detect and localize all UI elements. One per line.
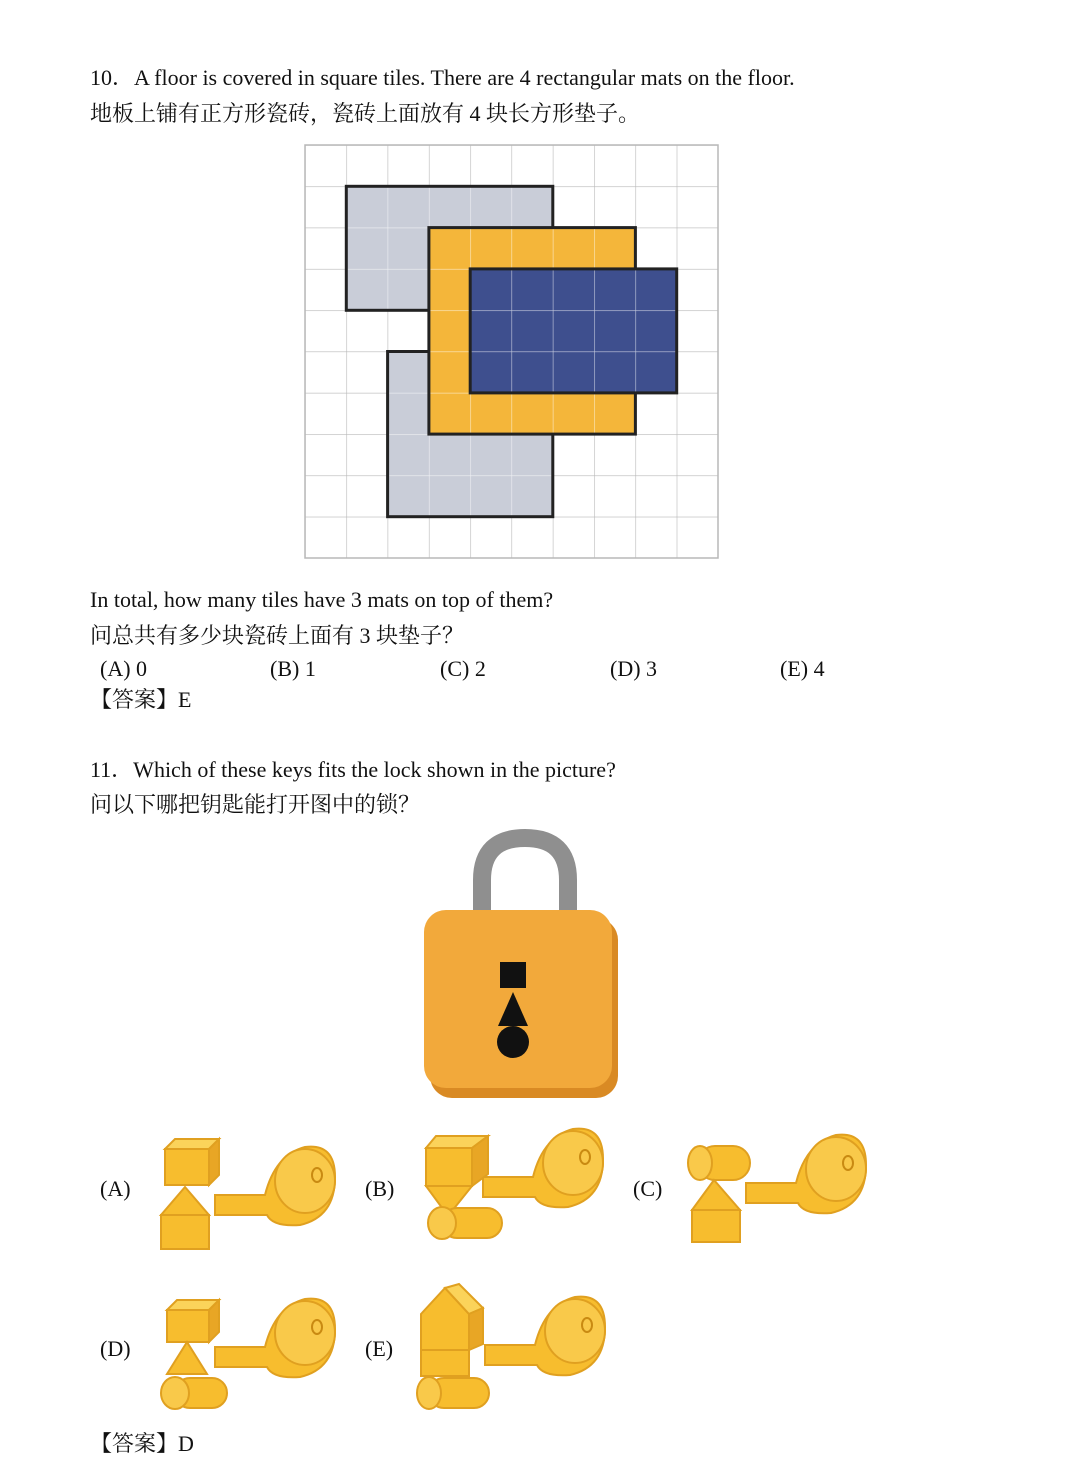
q11-question-en: 11．Which of these keys fits the lock shown in the picture? [90,757,616,782]
key-d[interactable] [155,1282,345,1422]
padlock-illustration [420,830,620,1100]
key-c[interactable] [686,1118,876,1258]
q10-option-e: (E) 4 [780,656,825,681]
key-a[interactable] [155,1125,345,1255]
key-label-c: (C) [633,1176,663,1201]
q10-option-c: (C) 2 [440,656,486,681]
key-b[interactable] [418,1112,618,1252]
padlock-body [424,910,612,1088]
key-label-e: (E) [365,1336,394,1361]
key-label-a: (A) [100,1176,131,1201]
key-label-d: (D) [100,1336,131,1361]
mat-blue [470,269,677,393]
q10-option-b: (B) 1 [270,656,316,681]
q10-question-en: 10．A floor is covered in square tiles. There are 4 rectangular mats on the floor. [90,65,795,90]
q10-option-d: (D) 3 [610,656,658,681]
q10-question-zh: 地板上铺有正方形瓷砖，瓷砖上面放有 4 块长方形垫子。 [90,101,641,126]
q10-answer: 【答案】E [90,687,192,712]
q10-ask-en: In total, how many tiles have 3 mats on top of them? [90,587,554,612]
q10-option-a: (A) 0 [100,656,148,681]
key-e[interactable] [415,1280,615,1420]
tile-grid-figure [305,145,725,565]
q11-answer: 【答案】D [90,1431,194,1456]
q10-ask-zh: 问总共有多少块瓷砖上面有 3 块垫子？ [90,623,465,648]
q11-question-zh: 问以下哪把钥匙能打开图中的锁？ [90,792,421,817]
key-label-b: (B) [365,1176,395,1201]
